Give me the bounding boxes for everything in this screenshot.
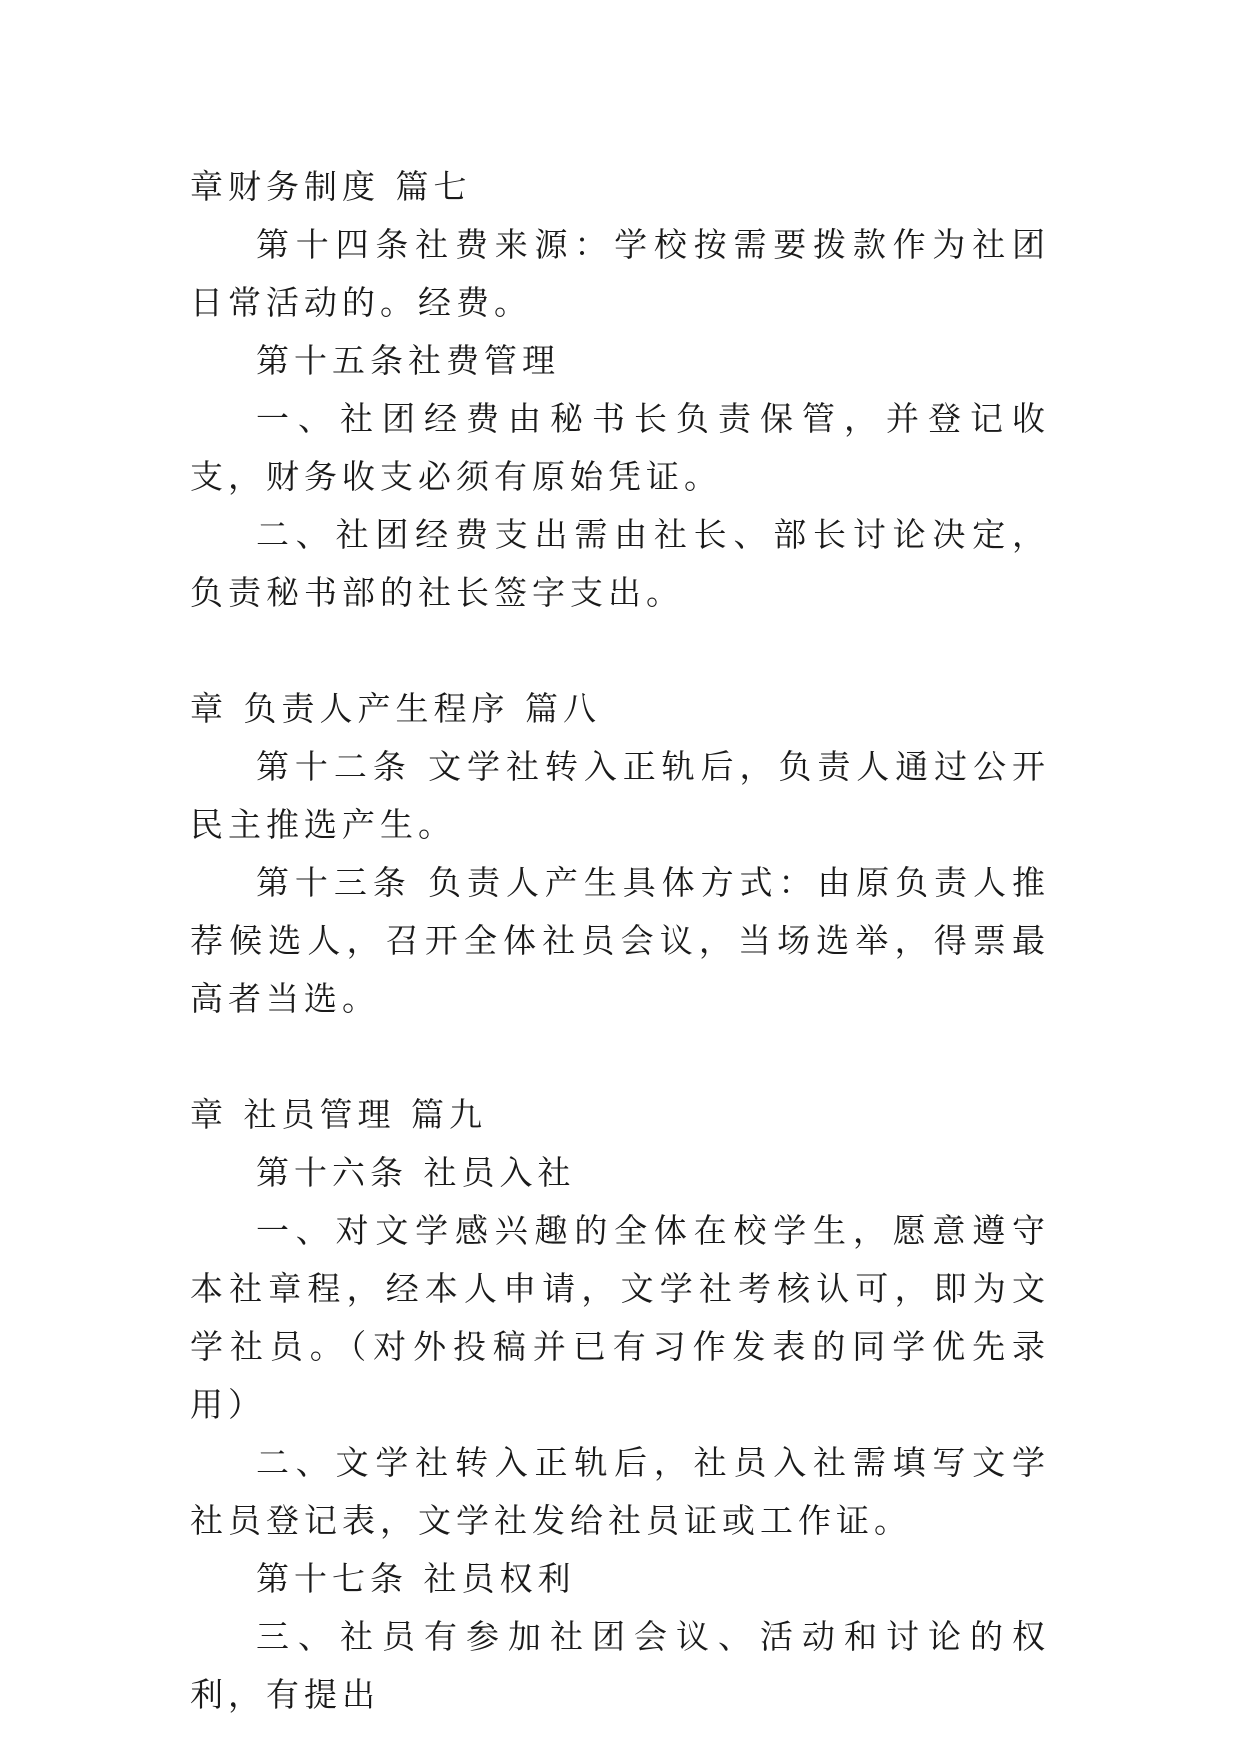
paragraph: 一、对文学感兴趣的全体在校学生，愿意遵守本社章程，经本人申请，文学社考核认可，即为文学社员。（对外投稿并已有习作发表的同学优先录用） [190,1211,1050,1424]
section-spacer [190,622,1050,680]
section-heading: 章 负责人产生程序 篇八 [190,689,601,728]
paragraph: 第十四条社费来源：学校按需要拨款作为社团日常活动的。经费。 [190,225,1050,322]
document-body [190,158,1050,1724]
section-heading: 章 社员管理 篇九 [190,1095,487,1134]
paragraph: 第十二条 文学社转入正轨后，负责人通过公开民主推选产生。 [190,747,1050,844]
paragraph: 第十七条 社员权利 [256,1559,576,1598]
section-members [190,1086,1050,1724]
paragraph: 第十五条社费管理 [256,341,560,380]
section-heading: 章财务制度 篇七 [190,167,472,206]
section-leadership [190,680,1050,1028]
section-finance [190,158,1050,622]
section-spacer [190,1028,1050,1086]
paragraph: 二、文学社转入正轨后，社员入社需填写文学社员登记表，文学社发给社员证或工作证。 [190,1443,1050,1540]
paragraph: 一、社团经费由秘书长负责保管，并登记收支，财务收支必须有原始凭证。 [190,399,1050,496]
paragraph: 第十六条 社员入社 [256,1153,576,1192]
paragraph: 三、社员有参加社团会议、活动和讨论的权利，有提出 [190,1617,1050,1714]
paragraph: 二、社团经费支出需由社长、部长讨论决定，负责秘书部的社长签字支出。 [190,515,1050,612]
paragraph: 第十三条 负责人产生具体方式：由原负责人推荐候选人，召开全体社员会议，当场选举，得票最高者当选。 [190,863,1050,1018]
